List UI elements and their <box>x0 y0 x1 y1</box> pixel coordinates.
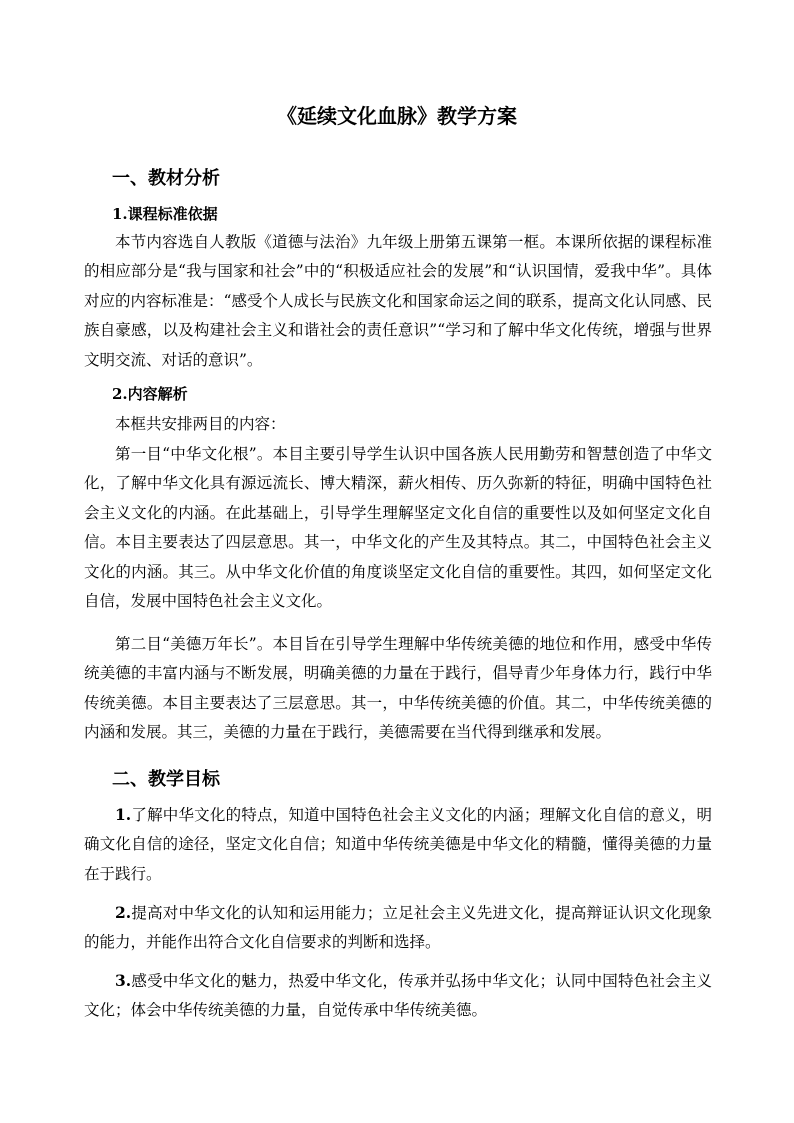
subsection-heading-content-analysis: 2.内容解析 <box>112 385 188 403</box>
goal-number: 3. <box>115 971 132 990</box>
goal-item <box>84 800 712 889</box>
goal-text: 了解中华文化的特点，知道中国特色社会主义文化的内涵；理解文化自信的意义，明确文化自信的途径，坚定文化自信；知道中华传统美德是中华文化的精髓，懂得美德的力量在于践行。 <box>84 806 712 883</box>
section-heading-textbook-analysis: 一、教材分析 <box>112 168 220 189</box>
goal-text: 感受中华文化的魅力，热爱中华文化，传承并弘扬中华文化；认同中国特色社会主义文化；体会中华传统美德的力量，自觉传承中华传统美德。 <box>84 972 712 1020</box>
goal-number: 2. <box>115 903 132 922</box>
goal-item <box>84 898 712 958</box>
goal-text: 提高对中华文化的认知和运用能力；立足社会主义先进文化，提高辩证认识文化现象的能力，并能作出符合文化自信要求的判断和选择。 <box>84 904 712 952</box>
goal-item <box>84 966 712 1026</box>
section-heading-teaching-goals: 二、教学目标 <box>112 769 220 790</box>
subsection-heading-curriculum-basis: 1.课程标准依据 <box>112 205 218 223</box>
paragraph-content-part-two: 第二目“美德万年长”。本目旨在引导学生理解中华传统美德的地位和作用，感受中华传统美德的丰富内涵与不断发展，明确美德的力量在于践行，倡导青少年身体力行，践行中华传统美德。本目主要表达了三层意思。其一，中华传统美德的价值。其二，中华传统美德的内涵和发展。其三，美德的力量在于践行，美德需要在当代得到继承和发展。 <box>84 635 712 742</box>
paragraph-curriculum-basis: 本节内容选自人教版《道德与法治》九年级上册第五课第一框。本课所依据的课程标准的相应部分是“我与国家和社会”中的“积极适应社会的发展”和“认识国情，爱我中华”。具体对应的内容标准是：“感受个人成长与民族文化和国家命运之间的联系，提高文化认同感、民族自豪感，以及构建社会主义和谐社会的责任意识”“学习和了解中华文化传统，增强与世界文明交流、对话的意识”。 <box>84 233 712 369</box>
goal-number: 1. <box>115 805 132 824</box>
paragraph-content-part-one: 第一目“中华文化根”。本目主要引导学生认识中国各族人民用勤劳和智慧创造了中华文化，了解中华文化具有源远流长、博大精深，薪火相传、历久弥新的特征，明确中国特色社会主义文化的内涵。在此基础上，引导学生理解坚定文化自信的重要性以及如何坚定文化自信。本目主要表达了四层意思。其一，中华文化的产生及其特点。其二，中国特色社会主义文化的内涵。其三。从中华文化价值的角度谈坚定文化自信的重要性。其四，如何坚定文化自信，发展中国特色社会主义文化。 <box>84 445 712 611</box>
paragraph-content-intro: 本框共安排两目的内容： <box>115 415 286 433</box>
document-title: 《延续文化血脉》教学方案 <box>277 104 517 128</box>
